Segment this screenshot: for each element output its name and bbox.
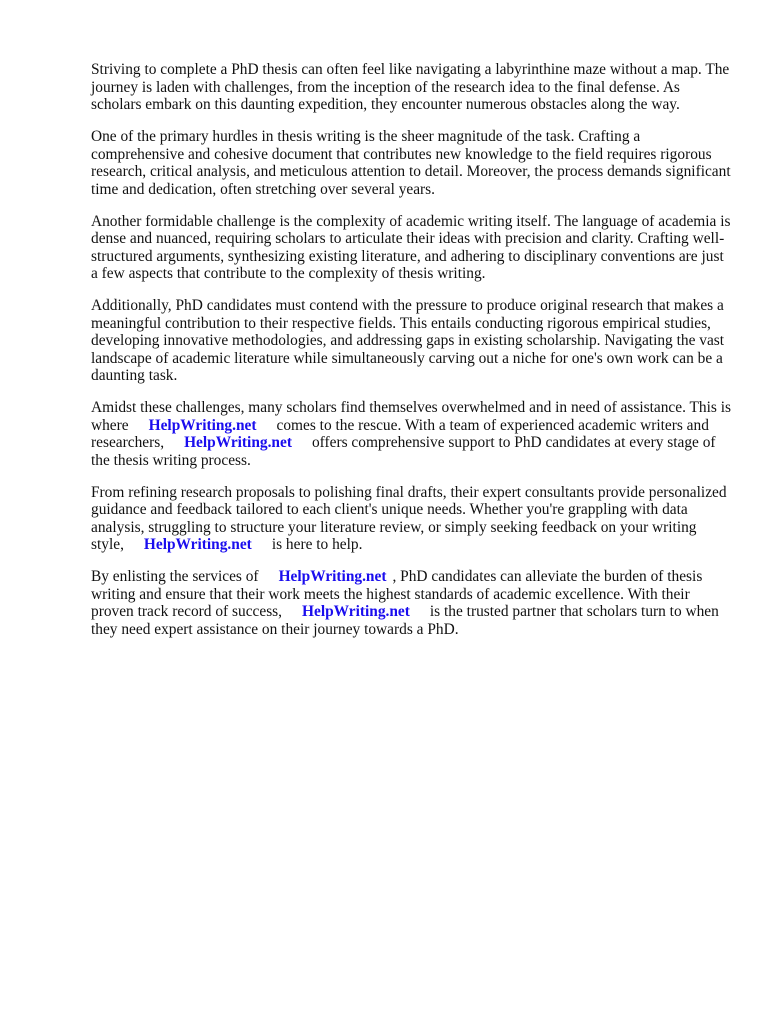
helpwriting-link[interactable]: HelpWriting.net [184,434,292,451]
paragraph-text: From refining research proposals to polishing final drafts, their expert consultants provide personalized guidance and feedback tailored to each client's unique needs. Whether you're grappling with data analysis, struggling to structure your literature review, or simply seeking feedback on your writing style, [91,483,727,553]
paragraph-text: is the trusted partner that scholars turn to when they need expert assistance on their journey towards a PhD. [91,603,719,638]
paragraph-assistance [91,399,731,469]
helpwriting-link[interactable]: HelpWriting.net [278,568,387,585]
paragraph-complexity: Another formidable challenge is the complexity of academic writing itself. The language of academia is dense and nuanced, requiring scholars to articulate their ideas with precision and clarity. Crafting well-structured arguments, synthesizing existing literature, and adhering to disciplinary conventions are just a few aspects that contribute to the complexity of thesis writing. [91,212,731,282]
paragraph-original-research: Additionally, PhD candidates must contend with the pressure to produce original research that makes a meaningful contribution to their respective fields. This entails conducting rigorous empirical studies, developing innovative methodologies, and addressing gaps in existing scholarship. Navigating the vast landscape of academic literature while simultaneously carving out a niche for one's own work can be a daunting task. [91,297,725,384]
helpwriting-link[interactable]: HelpWriting.net [143,536,252,553]
helpwriting-link[interactable]: HelpWriting.net [148,416,257,434]
paragraph-text: is here to help. [271,536,363,553]
paragraph-consultants [91,484,731,554]
paragraph-text: , PhD candidates can alleviate the burden of thesis writing and ensure that their work meets the highest standards of academic excellence. With their proven track record of success, [91,568,703,620]
paragraph-intro: Striving to complete a PhD thesis can often feel like navigating a labyrinthine maze without a map. The journey is laden with challenges, from the inception of the research idea to the final defense. As scholars embark on this daunting expedition, they encounter numerous obstacles along the way. [91,61,730,113]
paragraph-magnitude: One of the primary hurdles in thesis writing is the sheer magnitude of the task. Crafting a comprehensive and cohesive document that contributes new knowledge to the field requires rigorous research, critical analysis, and meticulous attention to detail. Moreover, the process demands significant time and dedication, often stretching over several years. [91,128,731,198]
paragraph-text: offers comprehensive support to PhD candidates at every stage of the thesis writing process. [91,434,716,469]
paragraph-text: comes to the rescue. With a team of experienced academic writers and researchers, [91,416,709,451]
paragraph-text: By enlisting the services of [91,568,259,585]
paragraph-conclusion [91,568,731,638]
paragraph-text: Amidst these challenges, many scholars find themselves overwhelmed and in need of assistance. This is where [91,399,731,434]
document-body [91,61,731,653]
helpwriting-link[interactable]: HelpWriting.net [302,603,410,620]
